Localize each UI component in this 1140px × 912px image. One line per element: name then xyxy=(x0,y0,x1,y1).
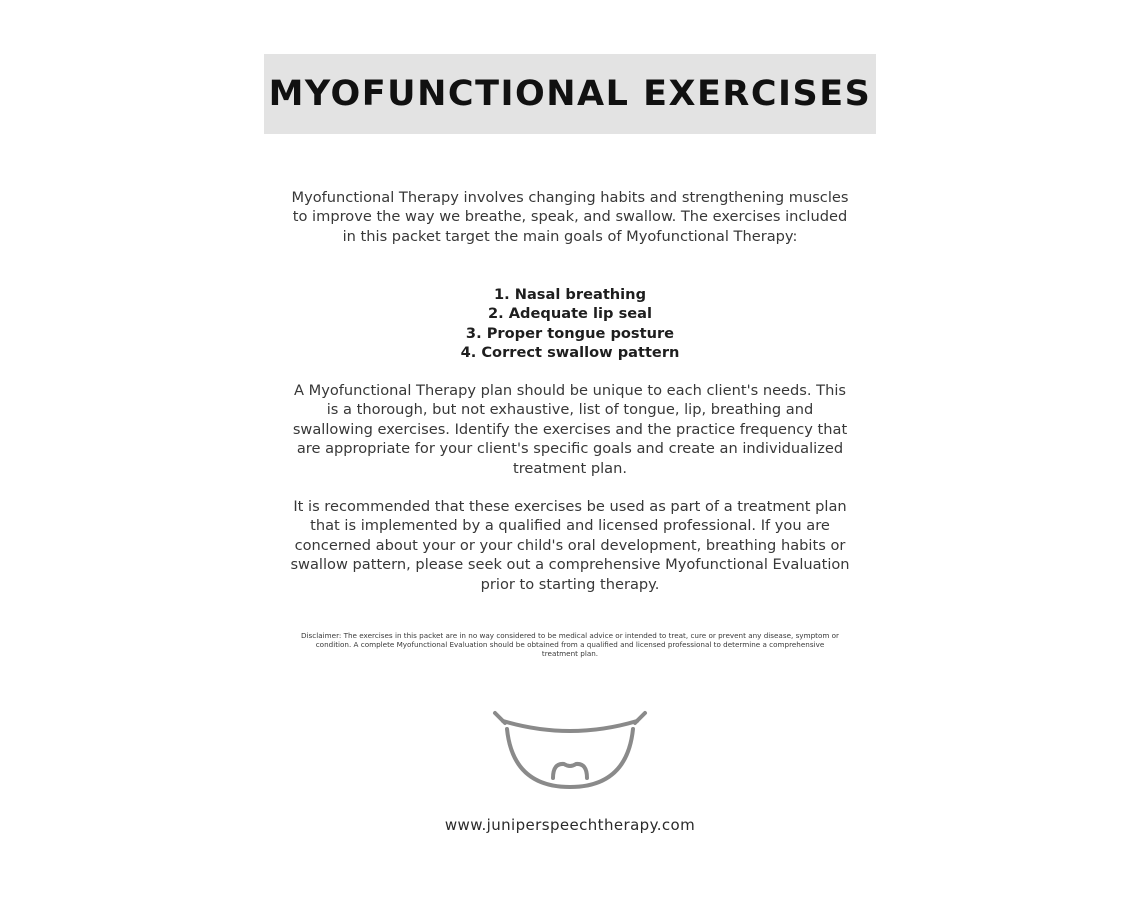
goal-item: 1. Nasal breathing xyxy=(493,286,647,303)
disclaimer-text: Disclaimer: The exercises in this packet are in no way considered to be medical advice or intended to treat, cure or prevent any disease, symptom or condition. A complete Myofunctional Evaluation should be obtained from a qualified and licensed professional to determine a comprehensive treatment plan. xyxy=(301,631,839,658)
plan-paragraph: A Myofunctional Therapy plan should be unique to each client's needs. This is a thorough, but not exhaustive, list of tongue, lip, breathing and swallowing exercises. Identify the exercises and the practice frequency that are appropriate for your client's specific goals and create an individualized treatment plan. xyxy=(292,382,848,477)
goal-item: 4. Correct swallow pattern xyxy=(460,344,680,362)
goal-item: 3. Proper tongue posture xyxy=(465,324,675,342)
goals-list xyxy=(290,285,850,363)
title-banner xyxy=(264,54,876,134)
recommendation-paragraph: It is recommended that these exercises be used as part of a treatment plan that is implemented by a qualified and licensed professional. If you are concerned about your or your child's oral development, breathing habits or swallow pattern, please seek out a comprehensive Myofunctional Evaluation prior to starting therapy. xyxy=(290,498,850,593)
website-link[interactable]: www.juniperspeechtherapy.com xyxy=(444,816,696,834)
goal-item: 2. Adequate lip seal xyxy=(487,305,653,323)
intro-paragraph: Myofunctional Therapy involves changing habits and strengthening muscles to improve the way we breathe, speak, and swallow. The exercises included in this packet target the main goals of Myofunctional Therapy: xyxy=(291,189,849,245)
page-title: MYOFUNCTIONAL EXERCISES xyxy=(268,74,872,114)
smiling-mouth-icon xyxy=(489,707,651,791)
